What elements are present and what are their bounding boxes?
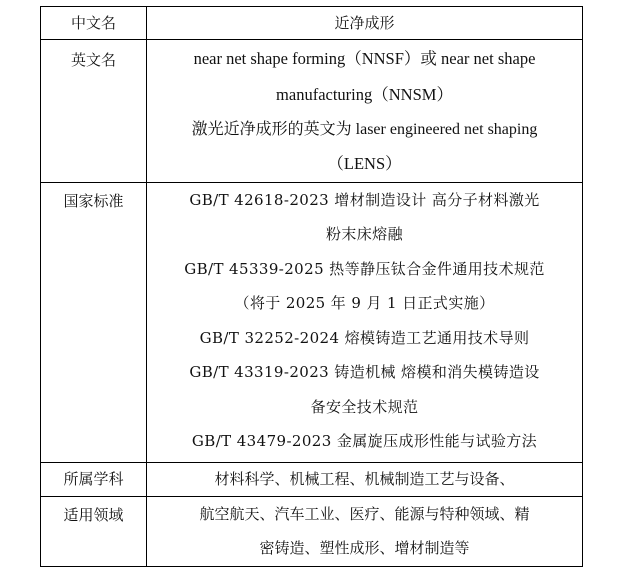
table-row-chinese-name [41,7,583,40]
value-line: （LENS） [327,154,402,173]
table-row-discipline [41,462,583,496]
value-line: GB/T 32252-2024 熔模铸造工艺通用技术导则 [199,328,530,347]
value-line: manufacturing（NNSM） [276,85,453,104]
table-row-application-fields [41,496,583,566]
term-table-container [40,6,582,567]
row-value-cell [147,462,583,496]
value-line: 密铸造、塑性成形、增材制造等 [259,539,470,557]
row-label-cell [41,496,147,566]
value-line: 材料科学、机械工程、机械制造工艺与设备、 [214,469,515,488]
value-line: （将于 2025 年 9 月 1 日正式实施） [234,294,495,312]
row-value-cell [147,496,583,566]
table-row-national-standards [41,182,583,462]
row-label-cell [41,40,147,183]
row-label: 英文名 [70,51,116,69]
value-line: 激光近净成形的英文为 laser engineered net shaping [191,120,538,138]
value-line: GB/T 45339-2025 热等静压钛合金件通用技术规范 [184,259,545,278]
row-value-cell [147,40,583,183]
value-line: 近净成形 [334,14,395,32]
value-line: 粉末床熔融 [325,225,403,243]
value-line: GB/T 43479-2023 金属旋压成形性能与试验方法 [191,432,538,450]
row-value-cell [147,182,583,462]
table-row-english-name [41,40,583,183]
value-line: GB/T 43319-2023 铸造机械 熔模和消失模铸造设 [189,363,540,381]
value-line: GB/T 42618-2023 增材制造设计 高分子材料激光 [189,190,540,209]
row-value-cell [147,7,583,40]
row-label-cell [41,7,147,40]
term-info-table [40,6,583,567]
value-line: near net shape forming（NNSF）或 near net shape [193,49,536,68]
value-line: 备安全技术规范 [310,397,419,416]
row-label-cell [41,462,147,496]
row-label: 国家标准 [63,191,124,210]
row-label: 所属学科 [63,469,124,488]
row-label: 中文名 [70,14,116,32]
row-label: 适用领域 [63,505,124,524]
row-label-cell [41,182,147,462]
value-line: 航空航天、汽车工业、医疗、能源与特种领域、精 [199,504,530,523]
